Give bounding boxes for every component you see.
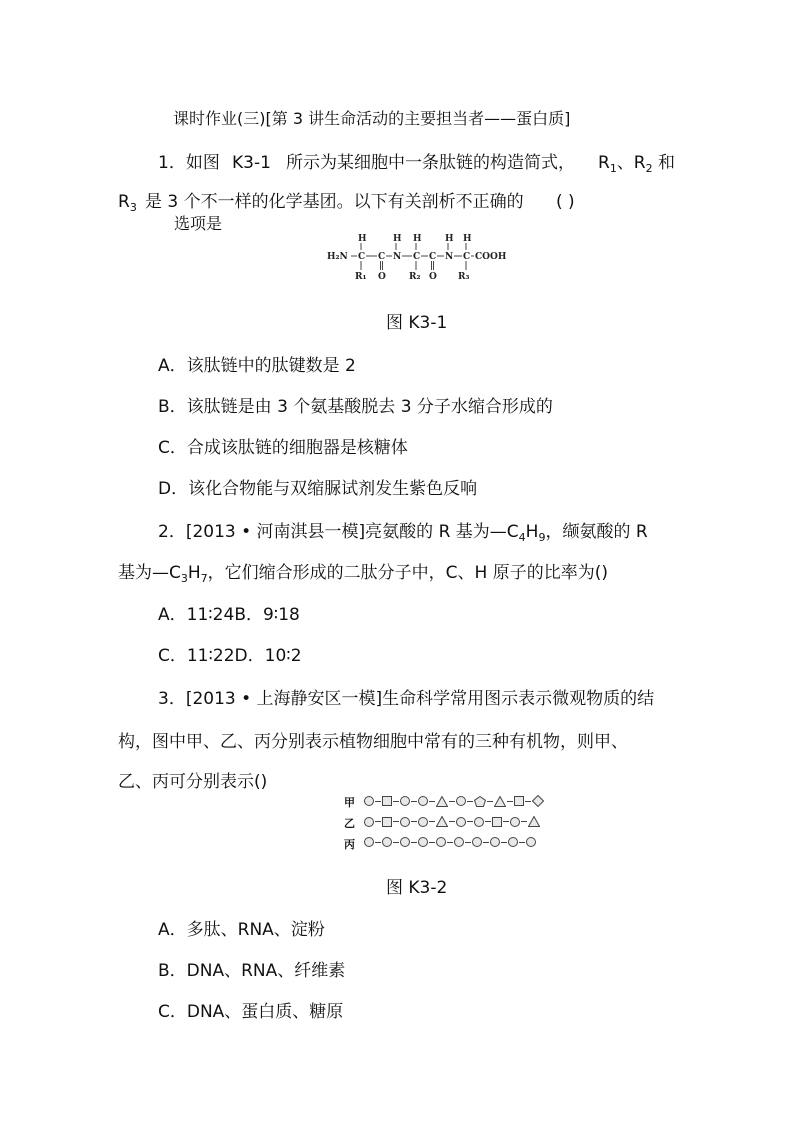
page-title: 课时作业(三)[第 3 讲生命活动的主要担当者——蛋白质] — [173, 109, 571, 128]
chain-bond — [521, 821, 527, 822]
diagram-h2n: H₂N — [327, 252, 348, 262]
monomer-circle — [526, 837, 536, 847]
diagram-r3: R₃ — [458, 272, 470, 282]
chain-bond — [393, 801, 399, 802]
monomer-diamond — [532, 795, 544, 807]
q1-line1-b: 所示为某细胞中一条肽链的构造简式， — [286, 153, 575, 173]
diagram-cooh: COOH — [475, 252, 507, 262]
q2-options-ab: A．11∶24B．9∶18 — [158, 605, 300, 625]
chain-bond — [393, 842, 399, 843]
monomer-circle — [364, 817, 374, 827]
monomer-circle — [418, 796, 428, 806]
monomer-square — [492, 817, 502, 827]
monomer-triangle — [436, 796, 448, 807]
diagram-o1: O — [378, 272, 386, 282]
figure-caption-k3-1: 图 K3-1 — [386, 313, 448, 333]
diagram-h3: H — [463, 234, 472, 244]
figure-caption-k3-2: 图 K3-2 — [386, 878, 448, 898]
chain-bond — [501, 842, 507, 843]
monomer-circle — [472, 837, 482, 847]
monomer-square — [514, 796, 524, 806]
diagram-h-n2: H — [445, 234, 454, 244]
chain-label: 丙 — [344, 838, 355, 851]
q1-option-b: B．该肽链是由 3 个氨基酸脱去 3 分子水缩合形成的 — [158, 397, 553, 417]
chain-bond — [483, 842, 489, 843]
q1-option-c: C．合成该肽链的细胞器是核糖体 — [158, 438, 408, 458]
diagram-n1: N — [393, 252, 402, 262]
q3-option-a: A．多肽、RNA、淀粉 — [158, 920, 325, 940]
monomer-circle — [454, 837, 464, 847]
chain-label: 乙 — [344, 817, 355, 830]
monomer-circle — [364, 837, 374, 847]
monomer-triangle — [528, 816, 540, 827]
chain-bond — [467, 821, 473, 822]
diagram-r1: R₁ — [355, 272, 367, 282]
q2-options-cd: C．11∶22D．10∶2 — [158, 646, 302, 666]
monomer-circle — [508, 837, 518, 847]
q3-line1: 3．[2013 • 上海静安区一模]生命科学常用图示表示微观物质的结 — [158, 689, 655, 709]
monomer-square — [382, 796, 392, 806]
chain-bond — [411, 842, 417, 843]
diagram-h1: H — [358, 234, 367, 244]
chain-bond — [467, 801, 473, 802]
q2-line2: 基为$—C_3H_7$，它们缩合形成的二肽分子中，C、H 原子的比率为() — [118, 563, 608, 585]
monomer-circle — [456, 817, 466, 827]
chain-bond — [375, 801, 381, 802]
chain-bond — [485, 821, 491, 822]
chain-bond — [519, 842, 525, 843]
diagram-c4: C — [429, 252, 437, 262]
q3-line2: 构，图中甲、乙、丙分别表示植物细胞中常有的三种有机物，则甲、 — [118, 732, 628, 752]
q1-line1-a: 1．如图 — [158, 153, 220, 173]
peptide-structure-diagram — [325, 232, 525, 288]
diagram-o2: O — [429, 272, 437, 282]
chain-bond — [525, 801, 531, 802]
q1-line1-r-labels: $R_1$、$R_2$ 和 — [598, 153, 676, 175]
q3-line3: 乙、丙可分别表示() — [118, 772, 268, 792]
chain-bond — [507, 801, 513, 802]
chain-bond — [375, 821, 381, 822]
monomer-circle — [400, 837, 410, 847]
chain-bond — [429, 821, 435, 822]
chain-bond — [411, 821, 417, 822]
q1-option-a: A．该肽链中的肽键数是 2 — [158, 356, 356, 376]
monomer-circle — [364, 796, 374, 806]
monomer-triangle — [436, 816, 448, 827]
diagram-c2: C — [378, 252, 386, 262]
q3-option-c: C．DNA、蛋白质、糖原 — [158, 1002, 344, 1022]
q1-line2-r3: $R_3$ — [118, 192, 137, 214]
q1-answer-paren: ( ) — [556, 192, 575, 212]
monomer-circle — [382, 837, 392, 847]
monomer-circle — [400, 796, 410, 806]
diagram-c1: C — [358, 252, 366, 262]
monomer-circle — [474, 817, 484, 827]
q1-line1-figref: K3-1 — [232, 153, 271, 173]
chain-bond — [465, 842, 471, 843]
diagram-c5: C — [463, 252, 471, 262]
diagram-n2: N — [445, 252, 454, 262]
q2-line1: 2．[2013 • 河南淇县一模]亮氨酸的 R 基为$—C_4H_9$，缬氨酸的 R — [158, 522, 648, 544]
chain-bond — [393, 821, 399, 822]
diagram-h-n1: H — [393, 234, 402, 244]
monomer-circle — [436, 837, 446, 847]
q1-line3: 选项是 — [174, 214, 223, 233]
q3-option-b: B．DNA、RNA、纤维素 — [158, 961, 346, 981]
chain-bond — [447, 842, 453, 843]
monomer-circle — [418, 817, 428, 827]
monomer-square — [382, 817, 392, 827]
chain-bond — [429, 801, 435, 802]
diagram-r2: R₂ — [409, 272, 421, 282]
diagram-c3: C — [413, 252, 421, 262]
q1-line2-text: 是 3 个不一样的化学基团。以下有关剖析不正确的 — [145, 192, 524, 212]
diagram-h2: H — [413, 234, 422, 244]
chain-bond — [449, 821, 455, 822]
chain-bond — [449, 801, 455, 802]
chain-bond — [503, 821, 509, 822]
monomer-circle — [418, 837, 428, 847]
monomer-pentagon — [474, 796, 486, 807]
monomer-triangle — [494, 796, 506, 807]
monomer-circle — [510, 817, 520, 827]
chain-bond — [487, 801, 493, 802]
chain-label: 甲 — [344, 796, 355, 809]
chain-bond — [429, 842, 435, 843]
q1-option-d: D．该化合物能与双缩脲试剂发生紫色反响 — [158, 479, 478, 499]
chain-bond — [411, 801, 417, 802]
chain-bond — [375, 842, 381, 843]
monomer-circle — [400, 817, 410, 827]
monomer-circle — [490, 837, 500, 847]
monomer-circle — [456, 796, 466, 806]
